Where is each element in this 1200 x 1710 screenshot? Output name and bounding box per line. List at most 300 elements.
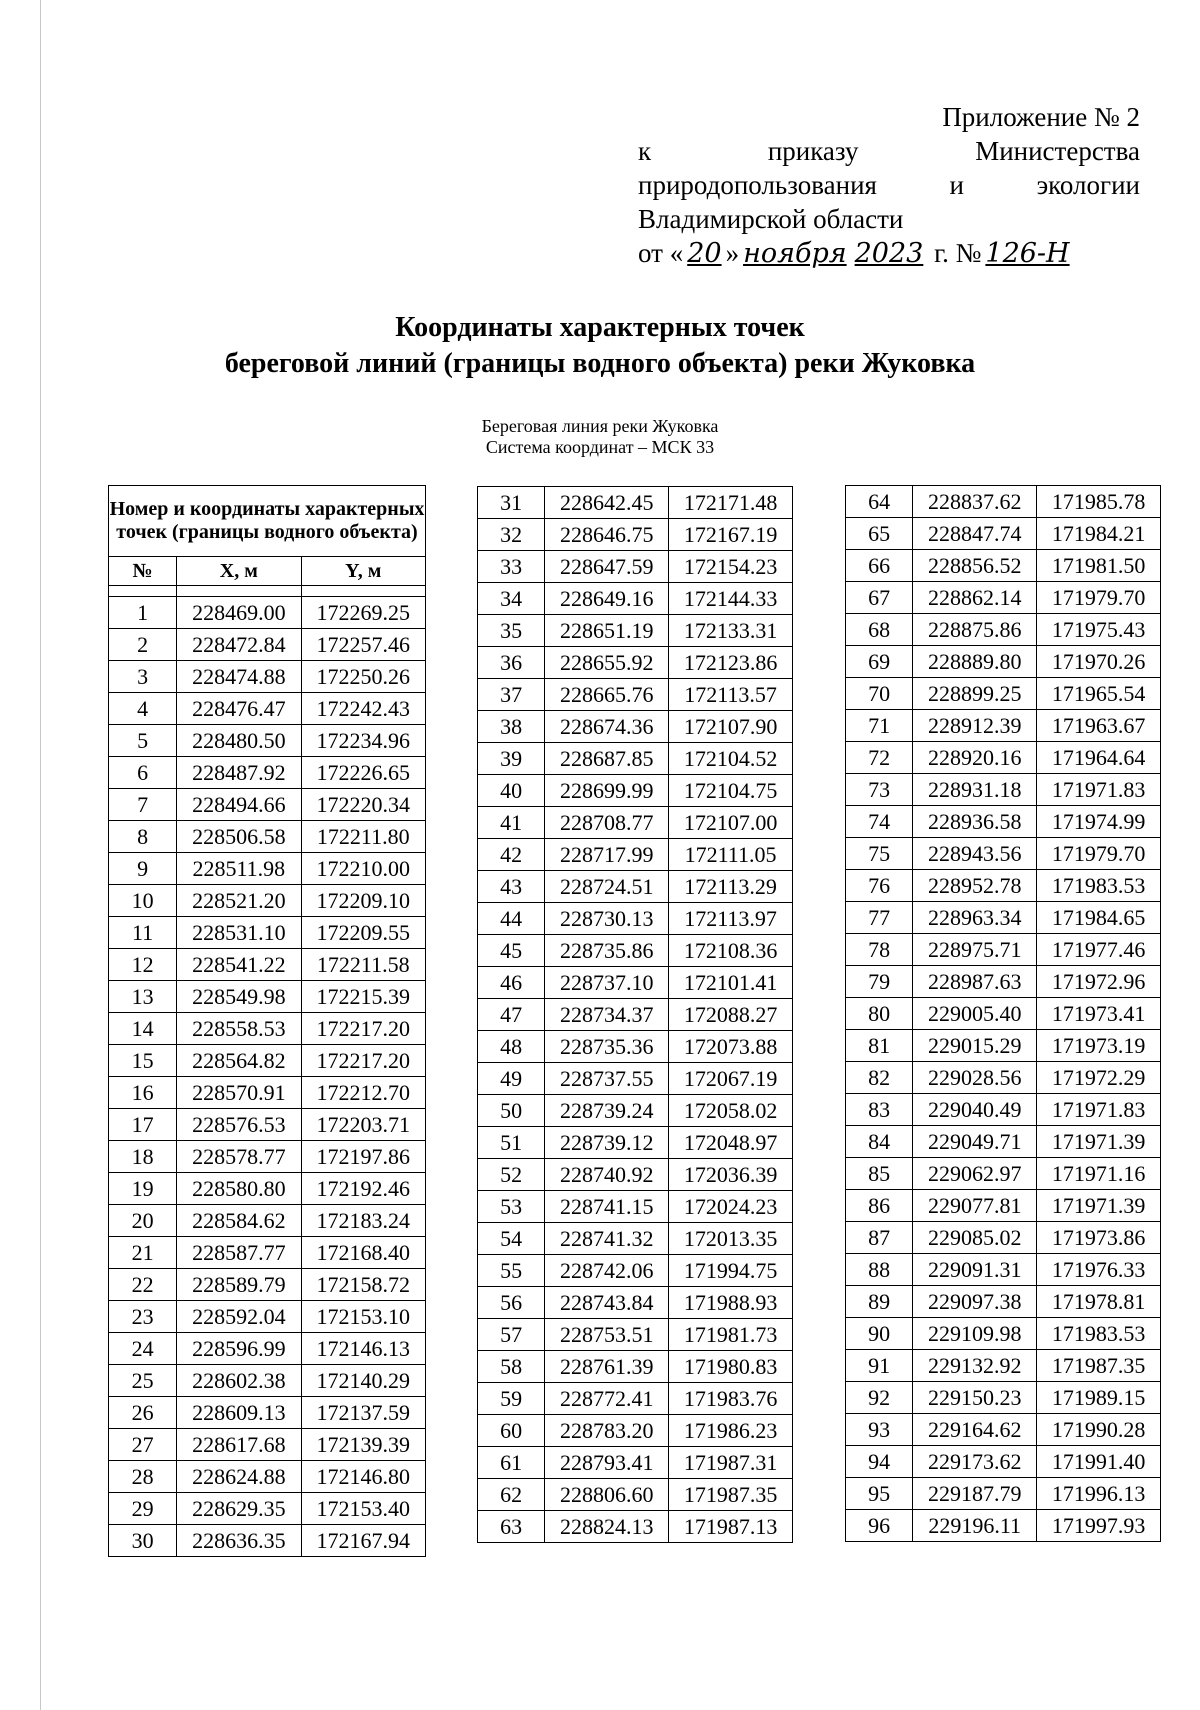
table-row bbox=[109, 1013, 426, 1045]
coord-y: 171981.73 bbox=[669, 1319, 793, 1351]
table-row bbox=[846, 582, 1161, 614]
coord-y: 172140.29 bbox=[301, 1365, 425, 1397]
table-row bbox=[846, 1094, 1161, 1126]
order-number: 126-Н bbox=[985, 238, 1070, 269]
appendix-date-line bbox=[638, 236, 1140, 271]
coord-x: 228646.75 bbox=[545, 519, 669, 551]
coord-x: 228856.52 bbox=[913, 550, 1037, 582]
coord-x: 228920.16 bbox=[913, 742, 1037, 774]
coord-y: 172139.39 bbox=[301, 1429, 425, 1461]
coord-y: 172104.75 bbox=[669, 775, 793, 807]
coord-y: 172210.00 bbox=[301, 853, 425, 885]
table-row bbox=[109, 1461, 426, 1493]
coord-y: 171983.53 bbox=[1037, 1318, 1161, 1350]
coord-y: 171975.43 bbox=[1037, 614, 1161, 646]
table-row bbox=[109, 1173, 426, 1205]
appendix-word: к bbox=[638, 136, 652, 166]
point-number: 13 bbox=[109, 981, 177, 1013]
coord-y: 172153.10 bbox=[301, 1301, 425, 1333]
coord-y: 172250.26 bbox=[301, 661, 425, 693]
coord-y: 171987.35 bbox=[669, 1479, 793, 1511]
date-month: ноября bbox=[743, 238, 847, 269]
coord-y: 171971.39 bbox=[1037, 1126, 1161, 1158]
coord-x: 228742.06 bbox=[545, 1255, 669, 1287]
coord-y: 171971.16 bbox=[1037, 1158, 1161, 1190]
coord-y: 172197.86 bbox=[301, 1141, 425, 1173]
coord-y: 171977.46 bbox=[1037, 934, 1161, 966]
coord-y: 172209.55 bbox=[301, 917, 425, 949]
point-number: 29 bbox=[109, 1493, 177, 1525]
point-number: 73 bbox=[846, 774, 913, 806]
table-row bbox=[846, 1222, 1161, 1254]
coord-y: 171972.96 bbox=[1037, 966, 1161, 998]
table-row bbox=[478, 871, 793, 903]
coord-y: 172192.46 bbox=[301, 1173, 425, 1205]
point-number: 16 bbox=[109, 1077, 177, 1109]
coord-y: 172269.25 bbox=[301, 597, 425, 629]
table-row bbox=[846, 1318, 1161, 1350]
subheading-line-2: Система координат – МСК 33 bbox=[485, 437, 715, 457]
table-row bbox=[109, 1493, 426, 1525]
point-number: 6 bbox=[109, 757, 177, 789]
point-number: 87 bbox=[846, 1222, 913, 1254]
table-row bbox=[846, 902, 1161, 934]
coord-x: 228987.63 bbox=[913, 966, 1037, 998]
table-row bbox=[846, 646, 1161, 678]
coord-x: 228592.04 bbox=[177, 1301, 301, 1333]
point-number: 57 bbox=[478, 1319, 545, 1351]
appendix-line-3: Владимирской области bbox=[638, 204, 904, 234]
coord-x: 228687.85 bbox=[545, 743, 669, 775]
table-row bbox=[478, 807, 793, 839]
coord-x: 228875.86 bbox=[913, 614, 1037, 646]
point-number: 30 bbox=[109, 1525, 177, 1557]
coord-y: 171971.83 bbox=[1037, 774, 1161, 806]
coord-y: 172137.59 bbox=[301, 1397, 425, 1429]
coord-y: 171973.41 bbox=[1037, 998, 1161, 1030]
coord-x: 228740.92 bbox=[545, 1159, 669, 1191]
coord-y: 172217.20 bbox=[301, 1045, 425, 1077]
coord-y: 172209.10 bbox=[301, 885, 425, 917]
table-row bbox=[478, 903, 793, 935]
point-number: 28 bbox=[109, 1461, 177, 1493]
coord-y: 172108.36 bbox=[669, 935, 793, 967]
table-row bbox=[109, 1365, 426, 1397]
date-suffix: г. № bbox=[934, 238, 982, 268]
coord-y: 171986.23 bbox=[669, 1415, 793, 1447]
coord-x: 228862.14 bbox=[913, 582, 1037, 614]
coord-x: 228735.86 bbox=[545, 935, 669, 967]
point-number: 62 bbox=[478, 1479, 545, 1511]
coord-x: 228735.36 bbox=[545, 1031, 669, 1063]
coord-x: 228837.62 bbox=[913, 486, 1037, 518]
point-number: 79 bbox=[846, 966, 913, 998]
table-row bbox=[478, 1319, 793, 1351]
point-number: 55 bbox=[478, 1255, 545, 1287]
coord-y: 172158.72 bbox=[301, 1269, 425, 1301]
coord-y: 172146.13 bbox=[301, 1333, 425, 1365]
coord-y: 171983.76 bbox=[669, 1383, 793, 1415]
point-number: 36 bbox=[478, 647, 545, 679]
table-row bbox=[109, 917, 426, 949]
table-row bbox=[846, 1286, 1161, 1318]
point-number: 38 bbox=[478, 711, 545, 743]
heading-line-1: Координаты характерных точек bbox=[395, 312, 805, 343]
coord-x: 228847.74 bbox=[913, 518, 1037, 550]
coord-y: 171994.75 bbox=[669, 1255, 793, 1287]
point-number: 2 bbox=[109, 629, 177, 661]
coord-y: 171984.65 bbox=[1037, 902, 1161, 934]
col-number-header: № bbox=[109, 557, 177, 586]
table-row bbox=[478, 1095, 793, 1127]
point-number: 45 bbox=[478, 935, 545, 967]
point-number: 19 bbox=[109, 1173, 177, 1205]
table-row bbox=[846, 1190, 1161, 1222]
point-number: 75 bbox=[846, 838, 913, 870]
coord-x: 228739.24 bbox=[545, 1095, 669, 1127]
table-row bbox=[478, 1127, 793, 1159]
coord-y: 172215.39 bbox=[301, 981, 425, 1013]
table-row bbox=[846, 1158, 1161, 1190]
table-row bbox=[478, 711, 793, 743]
coord-x: 228730.13 bbox=[545, 903, 669, 935]
point-number: 70 bbox=[846, 678, 913, 710]
coord-y: 172220.34 bbox=[301, 789, 425, 821]
coord-x: 229187.79 bbox=[913, 1478, 1037, 1510]
table-row bbox=[478, 1223, 793, 1255]
coord-y: 172203.71 bbox=[301, 1109, 425, 1141]
point-number: 66 bbox=[846, 550, 913, 582]
coord-y: 172257.46 bbox=[301, 629, 425, 661]
point-number: 27 bbox=[109, 1429, 177, 1461]
document-heading bbox=[0, 310, 1200, 382]
coord-x: 228674.36 bbox=[545, 711, 669, 743]
coord-x: 228651.19 bbox=[545, 615, 669, 647]
coord-x: 228772.41 bbox=[545, 1383, 669, 1415]
coord-x: 229109.98 bbox=[913, 1318, 1037, 1350]
col-y-header: Y, м bbox=[301, 557, 425, 586]
table-row bbox=[846, 1478, 1161, 1510]
table-row bbox=[846, 614, 1161, 646]
coord-x: 228624.88 bbox=[177, 1461, 301, 1493]
appendix-block bbox=[638, 100, 1140, 271]
table-row bbox=[109, 1301, 426, 1333]
point-number: 74 bbox=[846, 806, 913, 838]
coord-x: 228580.80 bbox=[177, 1173, 301, 1205]
table-row bbox=[478, 1479, 793, 1511]
coord-y: 172073.88 bbox=[669, 1031, 793, 1063]
coord-y: 171997.93 bbox=[1037, 1510, 1161, 1542]
coord-y: 172167.19 bbox=[669, 519, 793, 551]
point-number: 46 bbox=[478, 967, 545, 999]
point-number: 18 bbox=[109, 1141, 177, 1173]
coord-y: 171989.15 bbox=[1037, 1382, 1161, 1414]
table-row bbox=[109, 981, 426, 1013]
coord-x: 228506.58 bbox=[177, 821, 301, 853]
point-number: 54 bbox=[478, 1223, 545, 1255]
table-row bbox=[846, 1414, 1161, 1446]
point-number: 5 bbox=[109, 725, 177, 757]
point-number: 33 bbox=[478, 551, 545, 583]
coord-x: 229049.71 bbox=[913, 1126, 1037, 1158]
coord-y: 172067.19 bbox=[669, 1063, 793, 1095]
table-row bbox=[109, 1525, 426, 1557]
point-number: 39 bbox=[478, 743, 545, 775]
appendix-word: Министерства bbox=[975, 136, 1140, 166]
table-row bbox=[478, 1351, 793, 1383]
coord-x: 228724.51 bbox=[545, 871, 669, 903]
point-number: 34 bbox=[478, 583, 545, 615]
coord-x: 228665.76 bbox=[545, 679, 669, 711]
coord-x: 229150.23 bbox=[913, 1382, 1037, 1414]
table-row bbox=[846, 934, 1161, 966]
coord-y: 171990.28 bbox=[1037, 1414, 1161, 1446]
coord-x: 228570.91 bbox=[177, 1077, 301, 1109]
coord-x: 228589.79 bbox=[177, 1269, 301, 1301]
point-number: 86 bbox=[846, 1190, 913, 1222]
coord-y: 172212.70 bbox=[301, 1077, 425, 1109]
table-row bbox=[846, 1382, 1161, 1414]
table-row bbox=[478, 1191, 793, 1223]
date-sep: » bbox=[725, 238, 740, 268]
table-row bbox=[478, 1287, 793, 1319]
coord-x: 229077.81 bbox=[913, 1190, 1037, 1222]
coord-x: 228806.60 bbox=[545, 1479, 669, 1511]
coordinates-table-2 bbox=[477, 486, 793, 1543]
table-row bbox=[478, 1255, 793, 1287]
coord-y: 172024.23 bbox=[669, 1191, 793, 1223]
table-row bbox=[846, 1350, 1161, 1382]
point-number: 20 bbox=[109, 1205, 177, 1237]
coord-y: 171987.31 bbox=[669, 1447, 793, 1479]
table-row bbox=[109, 757, 426, 789]
coord-x: 228476.47 bbox=[177, 693, 301, 725]
point-number: 40 bbox=[478, 775, 545, 807]
appendix-title: Приложение № 2 bbox=[942, 102, 1140, 132]
coord-y: 171980.83 bbox=[669, 1351, 793, 1383]
table-row bbox=[109, 1077, 426, 1109]
coord-y: 171971.83 bbox=[1037, 1094, 1161, 1126]
table-row bbox=[846, 966, 1161, 998]
point-number: 84 bbox=[846, 1126, 913, 1158]
coord-x: 229164.62 bbox=[913, 1414, 1037, 1446]
appendix-word: природопользования bbox=[638, 170, 877, 200]
table-row bbox=[478, 999, 793, 1031]
coord-x: 228699.99 bbox=[545, 775, 669, 807]
coord-x: 228741.32 bbox=[545, 1223, 669, 1255]
table-row bbox=[846, 710, 1161, 742]
coordinates-table-1 bbox=[108, 485, 426, 1557]
table-row bbox=[846, 838, 1161, 870]
coord-x: 228739.12 bbox=[545, 1127, 669, 1159]
table-row bbox=[478, 743, 793, 775]
appendix-word: приказу bbox=[767, 136, 859, 166]
point-number: 37 bbox=[478, 679, 545, 711]
table-header: Номер и координаты характерных точек (границы водного объекта) bbox=[109, 486, 426, 557]
coordinates-table-3 bbox=[845, 485, 1161, 1542]
coord-y: 171988.93 bbox=[669, 1287, 793, 1319]
table-row bbox=[109, 1205, 426, 1237]
coord-y: 172113.29 bbox=[669, 871, 793, 903]
point-number: 68 bbox=[846, 614, 913, 646]
appendix-line-1 bbox=[638, 134, 1140, 168]
coord-x: 228636.35 bbox=[177, 1525, 301, 1557]
coord-x: 228578.77 bbox=[177, 1141, 301, 1173]
table-row bbox=[846, 1254, 1161, 1286]
coord-y: 171978.81 bbox=[1037, 1286, 1161, 1318]
coord-x: 228472.84 bbox=[177, 629, 301, 661]
table-row bbox=[109, 1397, 426, 1429]
coord-y: 172226.65 bbox=[301, 757, 425, 789]
coord-x: 228474.88 bbox=[177, 661, 301, 693]
col-x-header: X, м bbox=[177, 557, 301, 586]
coord-x: 228737.10 bbox=[545, 967, 669, 999]
point-number: 96 bbox=[846, 1510, 913, 1542]
date-prefix: от « bbox=[638, 238, 684, 268]
coord-x: 228642.45 bbox=[545, 487, 669, 519]
coord-y: 172048.97 bbox=[669, 1127, 793, 1159]
point-number: 49 bbox=[478, 1063, 545, 1095]
point-number: 89 bbox=[846, 1286, 913, 1318]
point-number: 35 bbox=[478, 615, 545, 647]
page-margin-line bbox=[40, 0, 41, 1710]
coord-y: 172113.97 bbox=[669, 903, 793, 935]
point-number: 10 bbox=[109, 885, 177, 917]
coord-x: 228549.98 bbox=[177, 981, 301, 1013]
coord-y: 171996.13 bbox=[1037, 1478, 1161, 1510]
point-number: 24 bbox=[109, 1333, 177, 1365]
coord-x: 229062.97 bbox=[913, 1158, 1037, 1190]
point-number: 52 bbox=[478, 1159, 545, 1191]
coord-x: 228734.37 bbox=[545, 999, 669, 1031]
point-number: 90 bbox=[846, 1318, 913, 1350]
point-number: 11 bbox=[109, 917, 177, 949]
coord-x: 228912.39 bbox=[913, 710, 1037, 742]
coord-x: 228708.77 bbox=[545, 807, 669, 839]
table-row bbox=[478, 679, 793, 711]
table-row bbox=[478, 967, 793, 999]
point-number: 41 bbox=[478, 807, 545, 839]
point-number: 82 bbox=[846, 1062, 913, 1094]
coord-x: 229097.38 bbox=[913, 1286, 1037, 1318]
coord-y: 172101.41 bbox=[669, 967, 793, 999]
coord-x: 229085.02 bbox=[913, 1222, 1037, 1254]
coord-y: 172183.24 bbox=[301, 1205, 425, 1237]
point-number: 43 bbox=[478, 871, 545, 903]
table-row bbox=[109, 1045, 426, 1077]
point-number: 8 bbox=[109, 821, 177, 853]
coord-y: 172153.40 bbox=[301, 1493, 425, 1525]
table-row bbox=[478, 583, 793, 615]
subheading-line-1: Береговая линия реки Жуковка bbox=[481, 416, 719, 436]
coord-x: 228793.41 bbox=[545, 1447, 669, 1479]
coord-y: 172234.96 bbox=[301, 725, 425, 757]
coord-x: 229005.40 bbox=[913, 998, 1037, 1030]
document-subheading bbox=[0, 416, 1200, 458]
table-row bbox=[109, 725, 426, 757]
point-number: 83 bbox=[846, 1094, 913, 1126]
point-number: 7 bbox=[109, 789, 177, 821]
coord-y: 171964.64 bbox=[1037, 742, 1161, 774]
coord-y: 171987.35 bbox=[1037, 1350, 1161, 1382]
coord-y: 171987.13 bbox=[669, 1511, 793, 1543]
coord-y: 172242.43 bbox=[301, 693, 425, 725]
table-row bbox=[846, 870, 1161, 902]
point-number: 59 bbox=[478, 1383, 545, 1415]
coord-y: 171979.70 bbox=[1037, 582, 1161, 614]
table-row bbox=[478, 1063, 793, 1095]
table-row bbox=[478, 1159, 793, 1191]
coord-x: 228587.77 bbox=[177, 1237, 301, 1269]
point-number: 78 bbox=[846, 934, 913, 966]
point-number: 53 bbox=[478, 1191, 545, 1223]
point-number: 91 bbox=[846, 1350, 913, 1382]
table-row bbox=[109, 1333, 426, 1365]
point-number: 50 bbox=[478, 1095, 545, 1127]
coord-y: 172171.48 bbox=[669, 487, 793, 519]
point-number: 67 bbox=[846, 582, 913, 614]
table-row bbox=[478, 1511, 793, 1543]
coord-y: 171985.78 bbox=[1037, 486, 1161, 518]
point-number: 77 bbox=[846, 902, 913, 934]
point-number: 21 bbox=[109, 1237, 177, 1269]
coord-x: 228824.13 bbox=[545, 1511, 669, 1543]
table-row bbox=[846, 774, 1161, 806]
coord-y: 172133.31 bbox=[669, 615, 793, 647]
coord-x: 228649.16 bbox=[545, 583, 669, 615]
table-row bbox=[109, 949, 426, 981]
table-row bbox=[109, 885, 426, 917]
coord-y: 172013.35 bbox=[669, 1223, 793, 1255]
coord-y: 171970.26 bbox=[1037, 646, 1161, 678]
coord-x: 228609.13 bbox=[177, 1397, 301, 1429]
coord-x: 228596.99 bbox=[177, 1333, 301, 1365]
point-number: 15 bbox=[109, 1045, 177, 1077]
coord-y: 171991.40 bbox=[1037, 1446, 1161, 1478]
table-row bbox=[478, 839, 793, 871]
coord-y: 172058.02 bbox=[669, 1095, 793, 1127]
coord-x: 229132.92 bbox=[913, 1350, 1037, 1382]
coord-y: 172088.27 bbox=[669, 999, 793, 1031]
point-number: 60 bbox=[478, 1415, 545, 1447]
coord-y: 172036.39 bbox=[669, 1159, 793, 1191]
coord-x: 228952.78 bbox=[913, 870, 1037, 902]
point-number: 65 bbox=[846, 518, 913, 550]
point-number: 80 bbox=[846, 998, 913, 1030]
point-number: 31 bbox=[478, 487, 545, 519]
point-number: 47 bbox=[478, 999, 545, 1031]
coord-y: 172211.80 bbox=[301, 821, 425, 853]
coord-x: 228936.58 bbox=[913, 806, 1037, 838]
point-number: 71 bbox=[846, 710, 913, 742]
table-row bbox=[478, 1415, 793, 1447]
point-number: 94 bbox=[846, 1446, 913, 1478]
point-number: 76 bbox=[846, 870, 913, 902]
point-number: 48 bbox=[478, 1031, 545, 1063]
coord-y: 171965.54 bbox=[1037, 678, 1161, 710]
coord-x: 228602.38 bbox=[177, 1365, 301, 1397]
coord-y: 171983.53 bbox=[1037, 870, 1161, 902]
table-row bbox=[846, 1030, 1161, 1062]
coord-x: 228576.53 bbox=[177, 1109, 301, 1141]
coord-x: 229028.56 bbox=[913, 1062, 1037, 1094]
point-number: 22 bbox=[109, 1269, 177, 1301]
coord-x: 229015.29 bbox=[913, 1030, 1037, 1062]
coord-y: 172123.86 bbox=[669, 647, 793, 679]
table-row bbox=[846, 1446, 1161, 1478]
coord-x: 228717.99 bbox=[545, 839, 669, 871]
table-row bbox=[846, 998, 1161, 1030]
